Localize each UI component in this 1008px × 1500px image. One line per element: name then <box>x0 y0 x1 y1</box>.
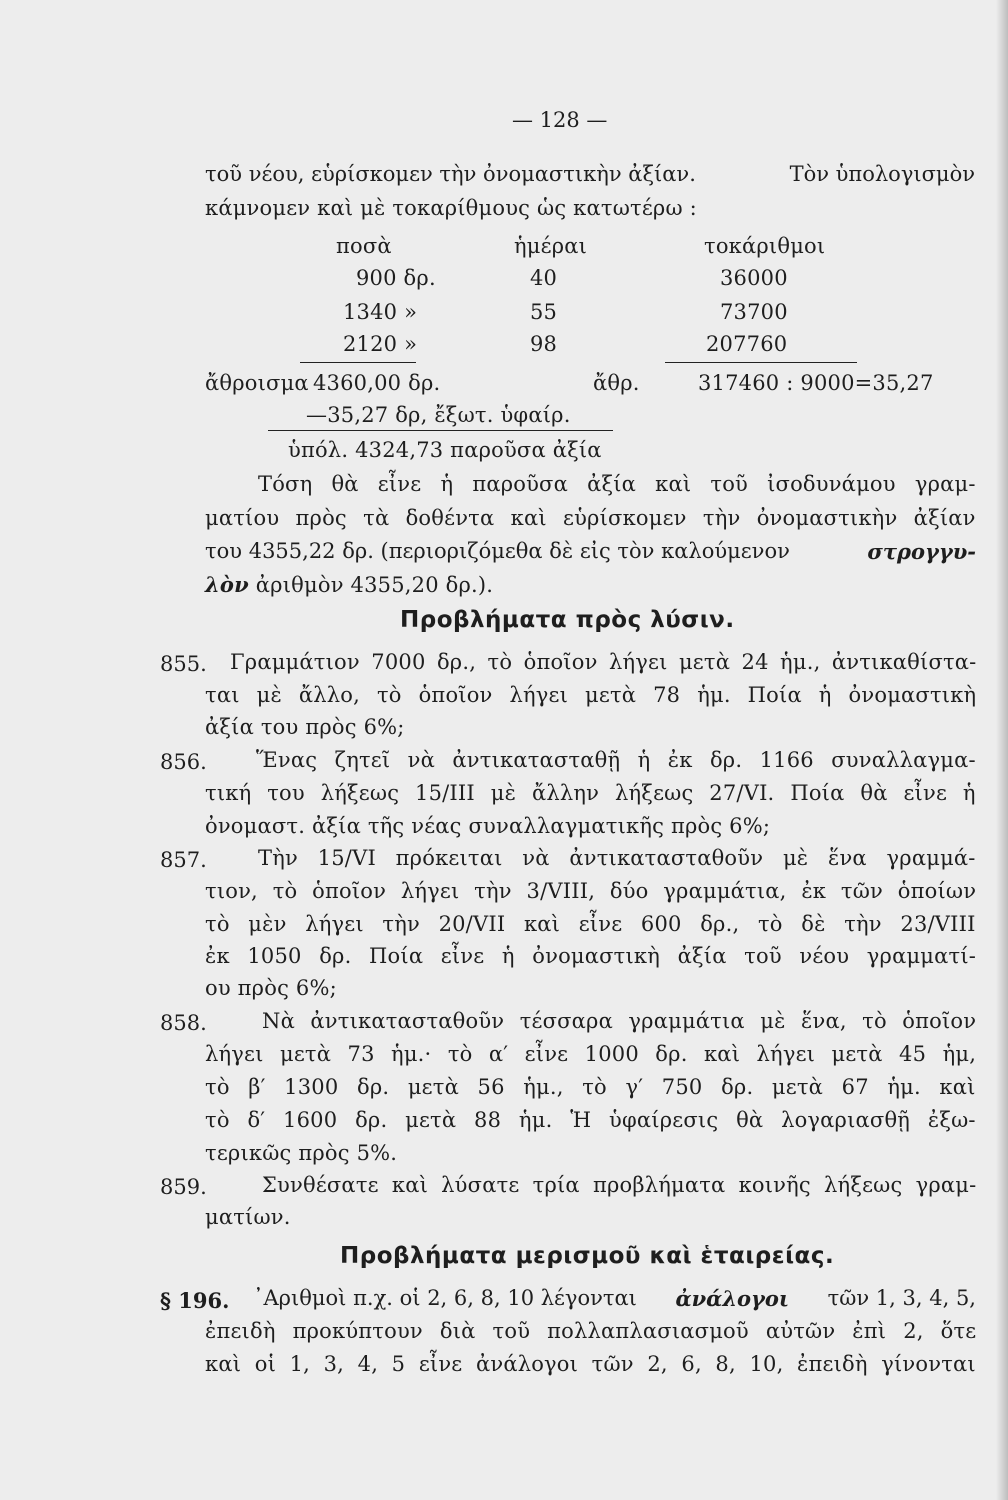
problem-859-line-2: ματίων. <box>205 1205 291 1229</box>
conclusion-line-3-text: του 4355,22 δρ. (περιοριζόμεθα δὲ εἰς τὸν καλούμενον <box>205 539 790 563</box>
problem-856-line-2: τική του λήξεως 15/III μὲ ἄλλην λήξεως 27/VI. Ποία θὰ εἶνε ἡ <box>205 781 976 805</box>
section-number: § 196. <box>160 1288 230 1313</box>
present-value-line: ὑπόλ. 4324,73 παροῦσα ἀξία <box>288 438 602 462</box>
section-196-line-2: ἐπειδὴ προκύπτουν διὰ τοῦ πολλαπλασιασμοῦ αὐτῶν ἐπὶ 2, ὅτε <box>205 1319 977 1343</box>
proportional-term: ἀνάλογοι <box>675 1286 790 1311</box>
section-196-line-1-end: τῶν 1, 3, 4, 5, <box>827 1286 976 1310</box>
problem-number: 855. <box>160 652 207 676</box>
problem-858-line-1: Νὰ ἀντικατασταθοῦν τέσσαρα γραμμάτια μὲ ἕνα, τὸ ὁποῖον <box>262 1009 977 1033</box>
problem-number: 859. <box>160 1175 207 1199</box>
col-header-products: τοκάριθμοι <box>704 234 826 258</box>
intro-line-1-text: τοῦ νέου, εὑρίσκομεν τὴν ὀνομαστικὴν ἀξίαν. <box>205 162 696 186</box>
conclusion-line-4 <box>205 574 493 596</box>
problem-858-line-4: τὸ δ′ 1600 δρ. μετὰ 88 ἡμ. Ἡ ὑφαίρεσις θὰ λογαριασθῇ ἐξω- <box>205 1108 976 1132</box>
table-cell: 207760 <box>706 332 788 356</box>
section-196-line-1-start: ᾿Αριθμοὶ π.χ. οἱ 2, 6, 8, 10 λέγονται <box>253 1286 637 1310</box>
intro-line-1 <box>205 164 975 185</box>
page-edge-shadow <box>996 0 1008 1500</box>
section-heading-partnership: Προβλήματα μερισμοῦ καὶ ἑταιρείας. <box>340 1243 835 1269</box>
problem-number: 858. <box>160 1011 207 1035</box>
table-cell: 1340 » <box>343 300 418 324</box>
section-heading-problems: Προβλήματα πρὸς λύσιν. <box>400 607 735 633</box>
problem-857-line-2: τιον, τὸ ὁποῖον λήγει τὴν 3/VIII, δύο γραμμάτια, ἐκ τῶν ὁποίων <box>205 879 977 903</box>
table-cell: 98 <box>530 332 558 356</box>
problem-857-line-4: ἐκ 1050 δρ. Ποία εἶνε ἡ ὀνομαστικὴ ἀξία τοῦ νέου γραμματί- <box>205 944 977 968</box>
problem-858-line-3: τὸ β′ 1300 δρ. μετὰ 56 ἡμ., τὸ γ′ 750 δρ. μετὰ 67 ἡμ. καὶ <box>205 1075 976 1099</box>
conclusion-line-3 <box>205 541 976 562</box>
problem-856-line-1: Ἕνας ζητεῖ νὰ ἀντικατασταθῇ ἡ ἐκ δρ. 1166 συναλλαγμα- <box>256 748 976 772</box>
rounded-term-end: λὸν <box>205 572 249 597</box>
result-rule <box>268 430 613 431</box>
discount-line: —35,27 δρ, ἔξωτ. ὑφαίρ. <box>306 403 571 427</box>
problem-858-line-2: λήγει μετὰ 73 ἡμ.· τὸ α′ εἶνε 1000 δρ. καὶ λήγει μετὰ 45 ἡμ, <box>205 1042 977 1066</box>
col-header-amounts: ποσὰ <box>336 234 392 258</box>
problem-857-line-1: Τὴν 15/VI πρόκειται νὰ ἀντικατασταθοῦν μὲ ἕνα γραμμά- <box>258 846 976 870</box>
col-header-days: ἡμέραι <box>514 234 588 258</box>
conclusion-line-4-text: ἀριθμὸν 4355,20 δρ.). <box>255 573 494 597</box>
problem-855-line-3: ἀξία του πρὸς 6%; <box>205 715 405 739</box>
table-cell: 900 δρ. <box>356 266 436 290</box>
total-label: ἄθροισμα <box>205 371 309 395</box>
total-abbr: ἄθρ. <box>593 371 640 395</box>
section-196-line-1 <box>253 1288 976 1309</box>
table-cell: 40 <box>530 266 558 290</box>
problem-857-line-3: τὸ μὲν λήγει τὴν 20/VII καὶ εἶνε 600 δρ., τὸ δὲ τὴν 23/VIII <box>205 912 976 936</box>
problem-855-line-2: ται μὲ ἄλλο, τὸ ὁποῖον λήγει μετὰ 78 ἡμ. Ποία ἡ ὀνομαστικὴ <box>205 683 977 707</box>
rounded-term: στρογγυ- <box>867 539 976 564</box>
problem-number: 856. <box>160 750 207 774</box>
table-cell: 55 <box>530 300 558 324</box>
page-number: — 128 — <box>512 108 608 132</box>
conclusion-line-1: Τόση θὰ εἶνε ἡ παροῦσα ἀξία καὶ τοῦ ἰσοδυνάμου γραμ- <box>258 472 976 496</box>
table-cell: 36000 <box>720 266 788 290</box>
intro-line-1-end: Τὸν ὑπολογισμὸν <box>789 162 975 186</box>
table-cell: 2120 » <box>343 332 418 356</box>
intro-line-2: κάμνομεν καὶ μὲ τοκαρίθμους ὡς κατωτέρω : <box>205 196 697 220</box>
table-cell: 73700 <box>720 300 788 324</box>
sum-rule-left <box>300 362 416 363</box>
total-amount: 4360,00 δρ. <box>313 371 441 395</box>
conclusion-line-2: ματίου πρὸς τὰ δοθέντα καὶ εὑρίσκομεν τὴν ὀνομαστικὴν ἀξίαν <box>205 506 976 530</box>
problem-number: 857. <box>160 848 207 872</box>
problem-859-line-1: Συνθέσατε καὶ λύσατε τρία προβλήματα κοινῆς λήξεως γραμ- <box>262 1173 977 1197</box>
total-calculation: 317460 : 9000=35,27 <box>698 371 934 395</box>
problem-856-line-3: ὀνομαστ. ἀξία τῆς νέας συναλλαγματικῆς πρὸς 6%; <box>205 814 771 838</box>
problem-857-line-5: ου πρὸς 6%; <box>205 976 337 1000</box>
problem-858-line-5: τερικῶς πρὸς 5%. <box>205 1141 398 1165</box>
problem-855-line-1: Γραμμάτιον 7000 δρ., τὸ ὁποῖον λήγει μετὰ 24 ἡμ., ἀντικαθίστα- <box>230 650 977 674</box>
sum-rule-right <box>665 362 857 363</box>
section-196-line-3: καὶ οἱ 1, 3, 4, 5 εἶνε ἀνάλογοι τῶν 2, 6, 8, 10, ἐπειδὴ γίνονται <box>205 1352 976 1376</box>
